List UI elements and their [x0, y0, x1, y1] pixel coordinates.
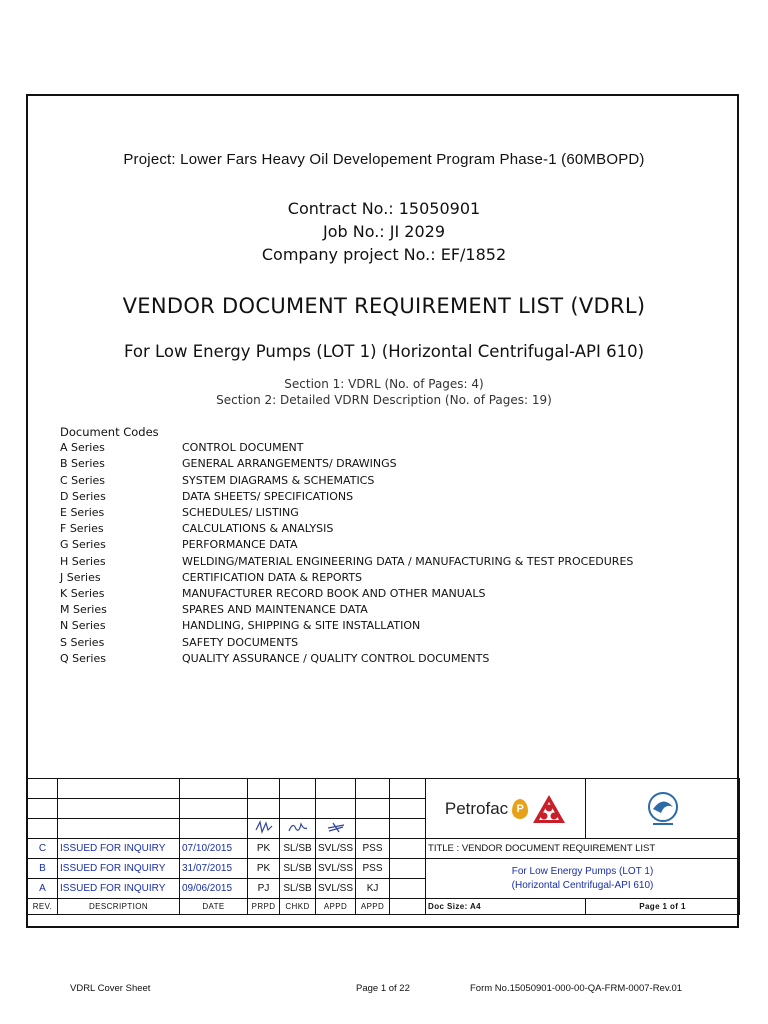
petrofac-drop-icon: P	[512, 799, 528, 819]
appd-cell: SVL/SS	[316, 879, 356, 899]
petrofac-wordmark: Petrofac	[444, 798, 509, 818]
footer-left: VDRL Cover Sheet	[70, 983, 151, 994]
document-code-row	[60, 456, 633, 472]
table-cell	[316, 799, 356, 819]
title-label: TITLE : VENDOR DOCUMENT REQUIREMENT LIST	[426, 839, 740, 859]
table-cell	[180, 779, 248, 799]
contract-no: Contract No.: 15050901	[287, 199, 481, 218]
revision-row	[28, 839, 740, 859]
document-code-series: E Series	[60, 506, 105, 520]
table-cell	[356, 799, 390, 819]
document-code-row	[60, 651, 633, 667]
document-code-series: S Series	[60, 635, 105, 649]
document-code-series: G Series	[60, 538, 106, 552]
table-cell	[248, 799, 280, 819]
chkd-cell: SL/SB	[280, 879, 316, 899]
table-cell	[356, 779, 390, 799]
doc-size: Doc Size: A4	[426, 899, 586, 915]
table-cell	[58, 819, 180, 839]
document-code-description: CALCULATIONS & ANALYSIS	[182, 522, 334, 536]
table-cell	[390, 899, 426, 915]
client-logo-cell	[586, 779, 740, 839]
ccc-triangle-logo-icon	[532, 794, 566, 824]
section-1: Section 1: VDRL (No. of Pages: 4)	[284, 377, 484, 391]
table-cell	[356, 819, 390, 839]
date-cell: 31/07/2015	[180, 859, 248, 879]
document-code-series: H Series	[60, 554, 106, 568]
revision-table	[27, 778, 740, 915]
table-cell	[390, 779, 426, 799]
document-code-description: CONTROL DOCUMENT	[182, 441, 304, 455]
footer-page: Page 1 of 22	[356, 983, 410, 994]
document-code-series: J Series	[60, 570, 101, 584]
signature-appd-icon	[316, 819, 356, 839]
project-title-cell	[426, 859, 740, 899]
document-code-description: SCHEDULES/ LISTING	[182, 506, 299, 520]
document-code-row	[60, 570, 633, 586]
document-codes-heading: Document Codes	[60, 425, 159, 439]
document-code-description: QUALITY ASSURANCE / QUALITY CONTROL DOCUMENTS	[182, 651, 490, 665]
document-code-series: N Series	[60, 619, 106, 633]
document-code-series: Q Series	[60, 651, 106, 665]
document-code-series: D Series	[60, 489, 106, 503]
document-code-row	[60, 473, 633, 489]
table-cell	[280, 799, 316, 819]
header-appd: APPD	[316, 899, 356, 915]
client-logo	[588, 779, 737, 838]
table-cell	[390, 859, 426, 879]
document-code-description: CERTIFICATION DATA & REPORTS	[182, 570, 363, 584]
header-rev: REV.	[28, 899, 58, 915]
blank-row	[28, 779, 740, 799]
sections-block	[0, 376, 768, 408]
signature-chkd-icon	[280, 819, 316, 839]
date-cell: 07/10/2015	[180, 839, 248, 859]
table-cell	[280, 779, 316, 799]
header-description: DESCRIPTION	[58, 899, 180, 915]
table-cell	[390, 839, 426, 859]
prpd-cell: PK	[248, 839, 280, 859]
document-code-row	[60, 635, 633, 651]
table-cell	[390, 799, 426, 819]
appd-cell: SVL/SS	[316, 839, 356, 859]
document-code-row	[60, 521, 633, 537]
document-codes	[60, 424, 633, 667]
description-cell: ISSUED FOR INQUIRY	[58, 879, 180, 899]
document-code-description: DATA SHEETS/ SPECIFICATIONS	[182, 489, 354, 503]
document-code-row	[60, 505, 633, 521]
document-code-series: C Series	[60, 473, 106, 487]
header-prpd: PRPD	[248, 899, 280, 915]
chkd-cell: SL/SB	[280, 859, 316, 879]
document-code-description: HANDLING, SHIPPING & SITE INSTALLATION	[182, 619, 421, 633]
appd-cell: SVL/SS	[316, 859, 356, 879]
document-code-row	[60, 602, 633, 618]
client-emblem-icon	[643, 789, 683, 829]
document-code-series: F Series	[60, 522, 104, 536]
table-cell	[28, 819, 58, 839]
document-code-series: A Series	[60, 441, 105, 455]
document-code-series: B Series	[60, 457, 105, 471]
document-code-series: M Series	[60, 603, 107, 617]
document-subtitle: For Low Energy Pumps (LOT 1) (Horizontal Centrifugal-API 610)	[123, 342, 645, 361]
prpd-cell: PK	[248, 859, 280, 879]
project-title-line-2: (Horizontal Centrifugal-API 610)	[511, 879, 654, 891]
date-cell: 09/06/2015	[180, 879, 248, 899]
project-line: Project: Lower Fars Heavy Oil Developement Program Phase-1 (60MBOPD)	[123, 151, 645, 168]
appd-cell: PSS	[356, 839, 390, 859]
document-code-row	[60, 554, 633, 570]
table-cell	[28, 799, 58, 819]
document-code-row	[60, 618, 633, 634]
header-chkd: CHKD	[280, 899, 316, 915]
document-code-description: WELDING/MATERIAL ENGINEERING DATA / MANUFACTURING & TEST PROCEDURES	[182, 554, 634, 568]
rev-cell: A	[28, 879, 58, 899]
signature-prpd-icon	[248, 819, 280, 839]
table-cell	[180, 819, 248, 839]
prpd-cell: PJ	[248, 879, 280, 899]
petrofac-logo	[428, 779, 583, 838]
table-cell	[316, 779, 356, 799]
rev-cell: C	[28, 839, 58, 859]
footer-form-no: Form No.15050901-000-00-QA-FRM-0007-Rev.01	[470, 983, 683, 994]
document-title: VENDOR DOCUMENT REQUIREMENT LIST (VDRL)	[122, 294, 646, 318]
document-code-row	[60, 440, 633, 456]
document-code-description: MANUFACTURER RECORD BOOK AND OTHER MANUALS	[182, 587, 486, 601]
header-appd: APPD	[356, 899, 390, 915]
petrofac-logo-cell	[426, 779, 586, 839]
chkd-cell: SL/SB	[280, 839, 316, 859]
document-code-description: SPARES AND MAINTENANCE DATA	[182, 603, 368, 617]
document-code-row	[60, 489, 633, 505]
table-cell	[180, 799, 248, 819]
description-cell: ISSUED FOR INQUIRY	[58, 839, 180, 859]
header-date: DATE	[180, 899, 248, 915]
document-code-description: SYSTEM DIAGRAMS & SCHEMATICS	[182, 473, 375, 487]
table-cell	[28, 779, 58, 799]
contract-block	[0, 197, 768, 266]
appd-cell: PSS	[356, 859, 390, 879]
table-cell	[390, 819, 426, 839]
appd-cell: KJ	[356, 879, 390, 899]
revision-row	[28, 859, 740, 879]
table-cell	[58, 779, 180, 799]
document-codes-list	[60, 440, 633, 667]
table-cell	[248, 779, 280, 799]
document-code-description: PERFORMANCE DATA	[182, 538, 298, 552]
document-code-row	[60, 586, 633, 602]
document-code-description: SAFETY DOCUMENTS	[182, 635, 299, 649]
section-2: Section 2: Detailed VDRN Description (No. of Pages: 19)	[216, 393, 552, 407]
company-project-no: Company project No.: EF/1852	[261, 245, 507, 264]
table-cell	[390, 879, 426, 899]
job-no: Job No.: JI 2029	[322, 222, 446, 241]
document-code-series: K Series	[60, 587, 105, 601]
table-cell	[58, 799, 180, 819]
page-count: Page 1 of 1	[586, 899, 740, 915]
description-cell: ISSUED FOR INQUIRY	[58, 859, 180, 879]
document-code-description: GENERAL ARRANGEMENTS/ DRAWINGS	[182, 457, 397, 471]
table-header-row	[28, 899, 740, 915]
project-title-line-1: For Low Energy Pumps (LOT 1)	[511, 865, 654, 877]
document-code-row	[60, 537, 633, 553]
rev-cell: B	[28, 859, 58, 879]
